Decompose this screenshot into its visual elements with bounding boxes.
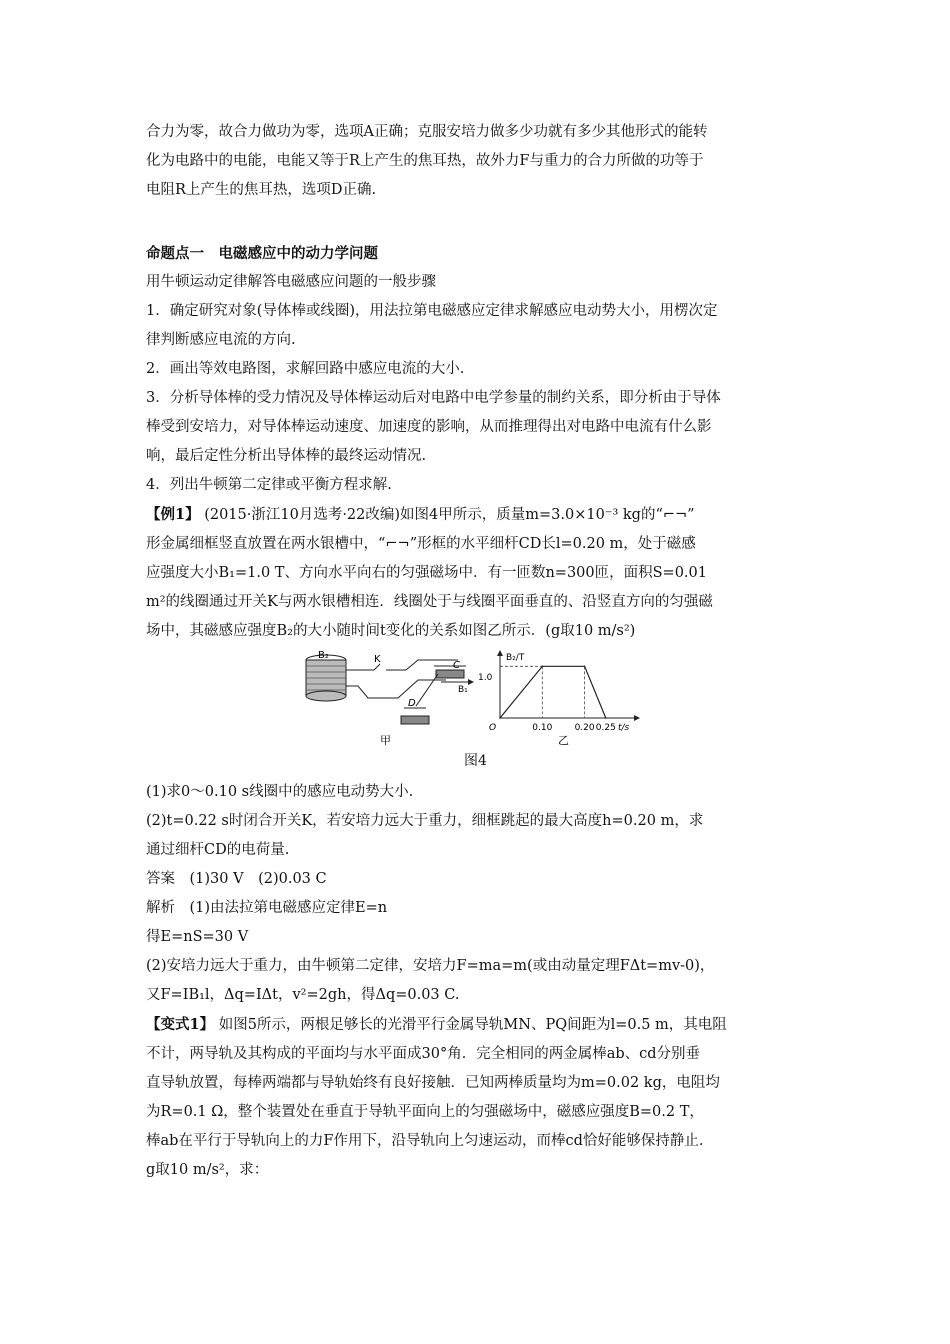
y-axis-arrow: [497, 650, 503, 656]
coil-drawing: [306, 655, 346, 701]
example-text-1: (2015·浙江10月选考·22改编)如图4甲所示，质量m=3.0×10⁻³ kg的“⌐¬”: [199, 507, 695, 523]
step-3-line-3: 响，最后定性分析出导体棒的最终运动情况.: [146, 448, 427, 464]
x-axis-label: t/s: [618, 723, 630, 733]
variant-text-1: 如图5所示，两根足够长的光滑平行金属导轨MN、PQ间距为l=0.5 m，其电阻: [214, 1017, 727, 1033]
step-3-line-2: 棒受到安培力，对导体棒运动速度、加速度的影响，从而推理得出对电路中电流有什么影: [146, 419, 712, 435]
question-1: (1)求0～0.10 s线圈中的感应电动势大小.: [146, 784, 414, 800]
document-page: [146, 118, 818, 1185]
d-label: D: [408, 698, 416, 709]
step-3-line-1: 3．分析导体棒的受力情况及导体棒运动后对电路中电学参量的制约关系，即分析由于导体: [146, 390, 721, 406]
variant-line-3: 直导轨放置，每棒两端都与导轨始终有良好接触．已知两棒质量均为m=0.02 kg，电阻均: [146, 1075, 720, 1091]
switch-label: K: [374, 654, 381, 665]
variant-label: 【变式1】: [146, 1016, 215, 1033]
section-subtitle: 用牛顿运动定律解答电磁感应问题的一般步骤: [146, 274, 436, 290]
example-line-1: [146, 500, 818, 530]
example-line-3: 应强度大小B₁=1.0 T、方向水平向右的匀强磁场中．有一匝数n=300匝，面积S=0.01: [146, 565, 707, 581]
b1-label: B₁: [458, 685, 468, 695]
example-line-4: m²的线圈通过开关K与两水银槽相连．线圈处于与线圈平面垂直的、沿竖直方向的匀强磁: [146, 594, 713, 610]
b2-time-chart: [478, 650, 640, 747]
example-line-2: 形金属细框竖直放置在两水银槽中，“⌐¬”形框的水平细杆CD长l=0.20 m，处于磁感: [146, 536, 696, 552]
x-axis-arrow: [634, 715, 640, 721]
figure-caption: 图4: [464, 753, 487, 769]
figure-right-label: 乙: [558, 734, 569, 747]
variant-line-6: g取10 m/s²，求：: [146, 1162, 269, 1178]
figure-left-label: 甲: [380, 734, 391, 747]
answer-line: 答案 (1)30 V (2)0.03 C: [146, 871, 327, 887]
apparatus-diagram: [306, 650, 474, 747]
variant-line-1: [146, 1010, 818, 1040]
analysis-line-1: 解析 (1)由法拉第电磁感应定律E=n: [146, 900, 388, 916]
y-axis-label: B₂/T: [506, 653, 525, 663]
x-tick-label-0.20: 0.20: [574, 723, 595, 733]
question-2-line-2: 通过细杆CD的电荷量.: [146, 842, 290, 858]
analysis-line-4: 又F=IB₁l，Δq=IΔt，v²=2gh，得Δq=0.03 C.: [146, 987, 460, 1003]
data-point-0: [499, 717, 501, 719]
variant-line-2: 不计，两导轨及其构成的平面均与水平面成30°角．完全相同的两金属棒ab、cd分别垂: [146, 1046, 701, 1062]
x-tick-label-0.25: 0.25: [595, 723, 616, 733]
c-label: C: [453, 660, 460, 671]
step-1-line-1: 1．确定研究对象(导体棒或线圈)，用法拉第电磁感应定律求解感应电动势大小，用楞次定: [146, 303, 718, 319]
intro-line-3: 电阻R上产生的焦耳热，选项D正确.: [146, 182, 377, 198]
analysis-line-3: (2)安培力远大于重力，由牛顿第二定律，安培力F=ma=m(或由动量定理FΔt=mv-0)，: [146, 958, 715, 974]
section-title: 命题点一 电磁感应中的动力学问题: [146, 245, 378, 262]
example-line-5: 场中，其磁感应强度B₂的大小随时间t变化的关系如图乙所示．(g取10 m/s²): [146, 623, 636, 639]
step-1-line-2: 律判断感应电流的方向.: [146, 332, 296, 348]
chart-points: [499, 666, 606, 719]
question-2-line-1: (2)t=0.22 s时闭合开关K，若安培力远大于重力，细框跳起的最大高度h=0.20 m，求: [146, 813, 704, 829]
data-point-3: [605, 717, 607, 719]
data-point-1: [542, 666, 544, 668]
y-tick-label: 1.0: [478, 673, 493, 683]
data-point-2: [584, 666, 586, 668]
example-label: 【例1】: [146, 506, 200, 523]
intro-line-2: 化为电路中的电能，电能又等于R上产生的焦耳热，故外力F与重力的合力所做的功等于: [146, 153, 704, 169]
coil-label: B₂: [318, 650, 329, 661]
figure-4: [146, 648, 818, 778]
figure-4-svg: [296, 648, 676, 748]
variant-line-4: 为R=0.1 Ω，整个装置处在垂直于导轨平面向上的匀强磁场中，磁感应强度B=0.2 T，: [146, 1104, 704, 1120]
analysis-line-2: 得E=nS=30 V: [146, 929, 249, 945]
origin-label: O: [489, 723, 497, 733]
intro-line-1: 合力为零，故合力做功为零，选项A正确；克服安培力做多少功就有多少其他形式的能转: [146, 124, 708, 140]
chart-guides: [500, 666, 585, 718]
b2-series-line: [500, 666, 606, 718]
step-2: 2．画出等效电路图，求解回路中感应电流的大小.: [146, 361, 465, 377]
step-4: 4．列出牛顿第二定律或平衡方程求解.: [146, 477, 392, 493]
x-tick-label-0.10: 0.10: [532, 723, 553, 733]
variant-line-5: 棒ab在平行于导轨向上的力F作用下，沿导轨向上匀速运动，而棒cd恰好能够保持静止.: [146, 1133, 704, 1149]
